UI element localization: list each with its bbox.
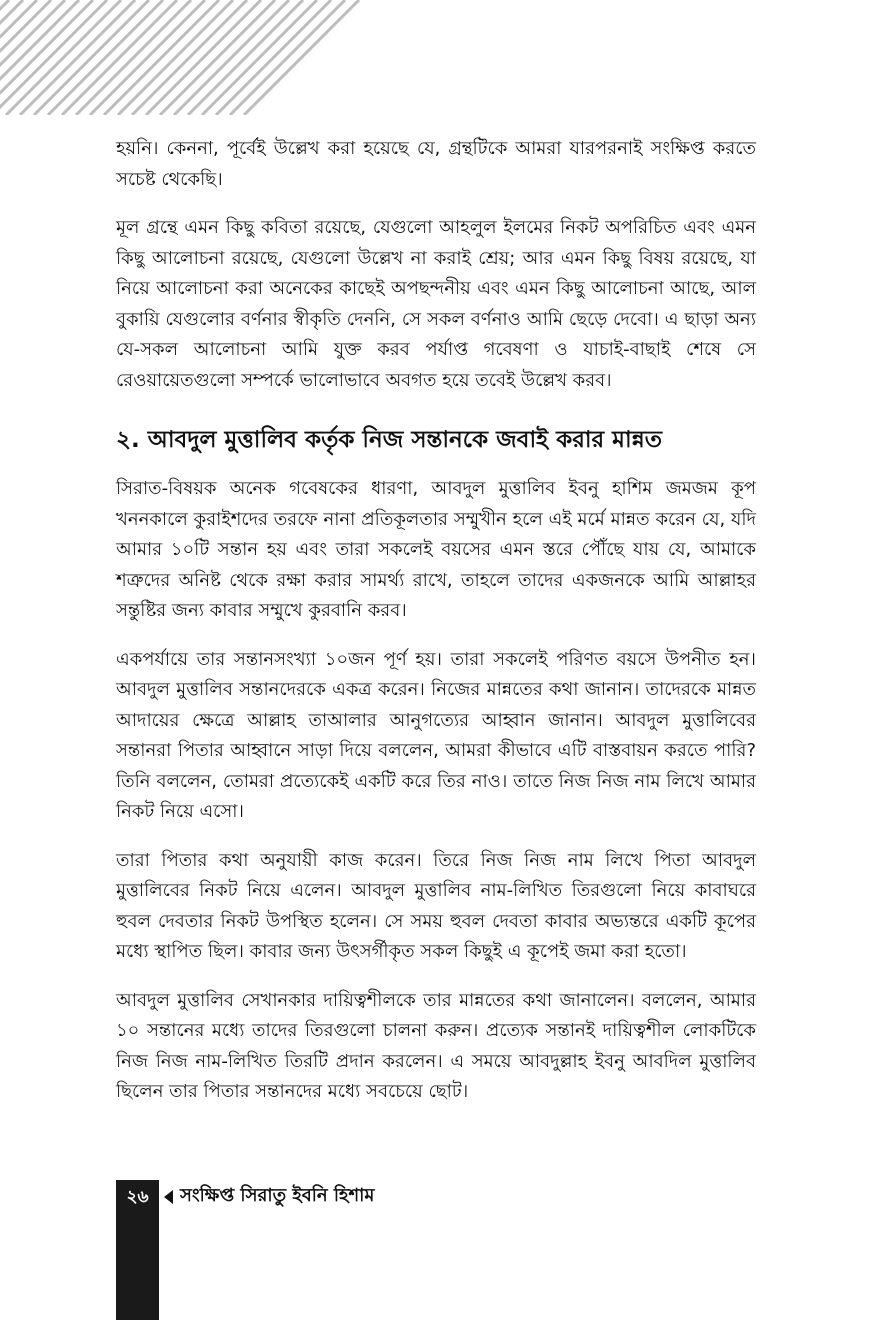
section-paragraph-3: তারা পিতার কথা অনুযায়ী কাজ করেন। তিরে নিজ নিজ নাম লিখে পিতা আবদুল মুত্তালিবের নিকট নিয়ে এলেন। আবদুল মুত্তালিব নাম-লিখিত তিরগুলো নিয়ে কাবাঘরে হুবল দেবতার নিকট উপস্থিত হলেন। সে সময় হুবল দেবতা কাবার অভ্যন্তরে একটি কূপের মধ্যে স্থাপিত ছিল। কাবার জন্য উৎসর্গীকৃত সকল কিছুই এ কূপেই জমা করা হতো। (116, 849, 756, 962)
page-number: ২৬ (126, 1187, 149, 1207)
section-paragraph-1: সিরাত-বিষয়ক অনেক গবেষকের ধারণা, আবদুল মুত্তালিব ইবনু হাশিম জমজম কূপ খননকালে কুরাইশদের তরফে নানা প্রতিকূলতার সম্মুখীন হলে এই মর্মে মান্নত করেন যে, যদি আমার ১০টি সন্তান হয় এবং তারা সকলেই বয়সের এমন স্তরে পৌঁছে যায় যে, আমাকে শত্রুদের অনিষ্ট থেকে রক্ষা করার সামর্থ্য রাখে, তাহলে তাদের একজনকে আমি আল্লাহর সন্তুষ্টির জন্য কাবার সম্মুখে কুরবানি করব। (116, 478, 756, 621)
hatch-line (342, 0, 365, 115)
triangle-left-icon (164, 1190, 173, 1204)
section-paragraph-4: আবদুল মুত্তালিব সেখানকার দায়িত্বশীলকে তার মান্নতের কথা জানালেন। বললেন, আমার ১০ সন্তানের মধ্যে তাদের তিরগুলো চালনা করুন। প্রত্যেক সন্তানই দায়িত্বশীল লোকটিকে নিজ নিজ নাম-লিখিত তিরটি প্রদান করলেন। এ সময়ে আবদুল্লাহ ইবনু আবদিল মুত্তালিব ছিলেন তার পিতার সন্তানদের মধ্যে সবচেয়ে ছোট। (116, 989, 756, 1102)
hatch-line (328, 0, 365, 115)
section-paragraph-2: একপর্যায়ে তার সন্তানসংখ্যা ১০জন পূর্ণ হয়। তারা সকলেই পরিণত বয়সে উপনীত হন। আবদুল মুত্তালিব সন্তানদেরকে একত্র করেন। নিজের মান্নতের কথা জানান। তাদেরকে মান্নত আদায়ের ক্ষেত্রে আল্লাহ তাআলার আনুগত্যের আহ্বান জানান। আবদুল মুত্তালিবের সন্তানরা পিতার আহ্বানে সাড়া দিয়ে বললেন, আমরা কীভাবে এটি বাস্তবায়ন করতে পারি? তিনি বললেন, তোমরা প্রত্যেকেই একটি করে তির নাও। তাতে নিজ নিজ নাম লিখে আমার নিকট নিয়ে এসো। (116, 648, 756, 822)
hatch-line (300, 0, 365, 115)
page-content (116, 134, 756, 1126)
section-heading: ২. আবদুল মুত্তালিব কর্তৃক নিজ সন্তানকে জবাই করার মান্নত (116, 427, 663, 453)
intro-paragraph-2: মূল গ্রন্থে এমন কিছু কবিতা রয়েছে, যেগুলো আহলুল ইলমের নিকট অপরিচিত এবং এমন কিছু আলোচনা রয়েছে, যেগুলো উল্লেখ না করাই শ্রেয়; আর এমন কিছু বিষয় রয়েছে, যা নিয়ে আলোচনা করা অনেকের কাছেই অপছন্দনীয় এবং এমন কিছু আলোচনা আছে, আল বুকায়ি যেগুলোর বর্ণনার স্বীকৃতি দেননি, সে সকল বর্ণনাও আমি ছেড়ে দেবো। এ ছাড়া অন্য যে-সকল আলোচনা আমি যুক্ত করব পর্যাপ্ত গবেষণা ও যাচাই-বাছাই শেষে সে রেওয়ায়েতগুলো সম্পর্কে ভালোভাবে অবগত হয়ে তবেই উল্লেখ করব। (116, 217, 756, 391)
corner-hatch-decoration (0, 0, 365, 115)
running-book-title: সংক্ষিপ্ত সিরাতু ইবনি হিশাম (180, 1185, 375, 1206)
hatch-line (314, 0, 365, 115)
intro-paragraph-1: হয়নি। কেননা, পূর্বেই উল্লেখ করা হয়েছে যে, গ্রন্থটিকে আমরা যারপরনাই সংক্ষিপ্ত করতে সচেষ্ট থেকেছি। (116, 138, 756, 190)
hatch-line (356, 0, 365, 115)
